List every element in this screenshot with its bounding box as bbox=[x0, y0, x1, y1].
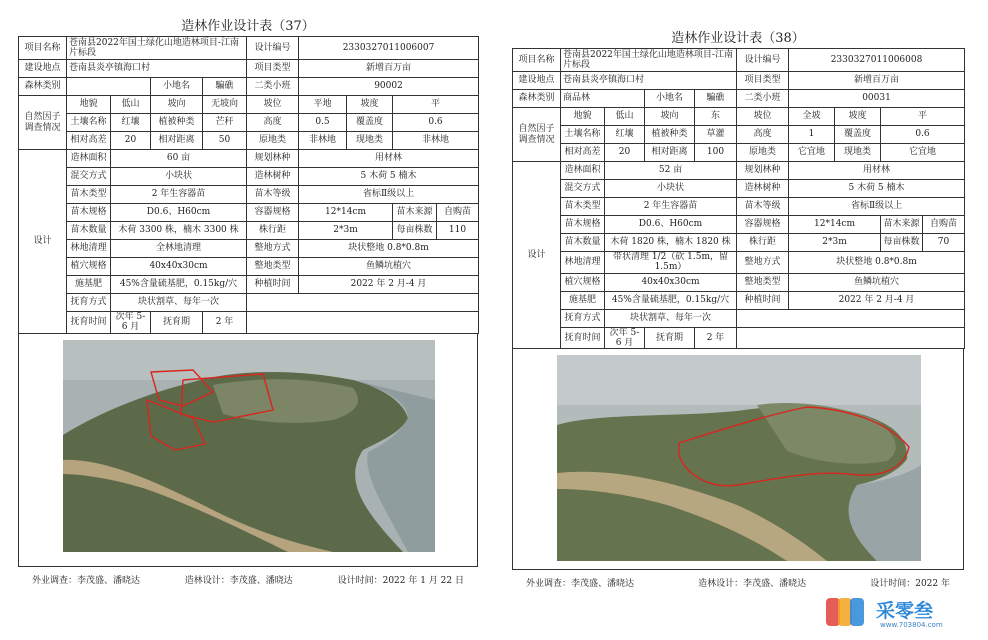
value-planting-time: 2022 年 2 月-4 月 bbox=[299, 276, 479, 294]
label-seedling-spec: 苗木规格 bbox=[561, 216, 605, 234]
value-sub-compartment: 90002 bbox=[299, 78, 479, 96]
label-slope-degree: 坡度 bbox=[835, 108, 881, 126]
label-seedling-grade: 苗木等级 bbox=[737, 198, 789, 216]
label-current-land: 现地类 bbox=[347, 132, 393, 150]
label-slope-position: 坡位 bbox=[247, 96, 299, 114]
value-spacing: 2*3m bbox=[299, 222, 393, 240]
empty-cell bbox=[737, 327, 965, 349]
label-fertilization: 施基肥 bbox=[561, 291, 605, 309]
sheet-footer bbox=[512, 570, 964, 589]
value-afforestation-area: 52 亩 bbox=[605, 162, 737, 180]
label-design: 设计 bbox=[19, 150, 67, 334]
label-height: 高度 bbox=[737, 126, 789, 144]
value-mixing-method: 小块状 bbox=[111, 168, 247, 186]
value-per-mu: 70 bbox=[923, 234, 965, 252]
value-tending-period: 2 年 bbox=[695, 327, 737, 349]
label-original-land: 原地类 bbox=[737, 144, 789, 162]
value-container-spec: 12*14cm bbox=[789, 216, 881, 234]
label-coverage: 覆盖度 bbox=[835, 126, 881, 144]
value-soil: 红壤 bbox=[111, 114, 151, 132]
label-site-prep: 整地方式 bbox=[737, 252, 789, 274]
label-seedling-type: 苗木类型 bbox=[561, 198, 605, 216]
label-tending-method: 抚育方式 bbox=[67, 294, 111, 312]
value-seedling-source: 自购苗 bbox=[923, 216, 965, 234]
value-seedling-quantity: 木荷 3300 株，楠木 3300 株 bbox=[111, 222, 247, 240]
value-current-land: 非林地 bbox=[393, 132, 479, 150]
value-forest-category: 商品林 bbox=[561, 90, 645, 108]
label-mixing-method: 混交方式 bbox=[561, 180, 605, 198]
site-photo-box bbox=[512, 349, 964, 570]
value-coverage: 0.6 bbox=[881, 126, 965, 144]
value-tending-method: 块状割草、每年一次 bbox=[605, 309, 737, 327]
label-natural-factors: 自然因子调查情况 bbox=[19, 96, 67, 150]
value-fertilization: 45%含量硫基肥，0.15kg/穴 bbox=[605, 291, 737, 309]
empty-cell bbox=[247, 312, 479, 334]
value-seedling-type: 2 年生容器苗 bbox=[605, 198, 737, 216]
label-seedling-source: 苗木来源 bbox=[881, 216, 923, 234]
design-sheet-38 bbox=[512, 12, 964, 589]
label-height: 高度 bbox=[247, 114, 299, 132]
label-project-type: 项目类型 bbox=[247, 60, 299, 78]
label-natural-factors: 自然因子调查情况 bbox=[513, 108, 561, 162]
value-coverage: 0.6 bbox=[393, 114, 479, 132]
footer-survey: 外业调查：李茂盛、潘晓达 bbox=[32, 575, 141, 586]
value-tree-species: 5 木荷 5 楠木 bbox=[299, 168, 479, 186]
value-seedling-grade: 省标Ⅱ级以上 bbox=[299, 186, 479, 204]
label-hole-spec: 植穴规格 bbox=[67, 258, 111, 276]
label-planned-forest: 规划林种 bbox=[247, 150, 299, 168]
value-site-prep: 块状整地 0.8*0.8m bbox=[789, 252, 965, 274]
label-place-name: 小地名 bbox=[645, 90, 695, 108]
value-relative-distance: 100 bbox=[695, 144, 737, 162]
label-seedling-quantity: 苗木数量 bbox=[561, 234, 605, 252]
label-site-prep: 整地方式 bbox=[247, 240, 299, 258]
value-location: 苍南县炎亭镇海口村 bbox=[67, 60, 247, 78]
watermark bbox=[824, 594, 974, 634]
value-seedling-type: 2 年生容器苗 bbox=[111, 186, 247, 204]
label-seedling-grade: 苗木等级 bbox=[247, 186, 299, 204]
empty-cell bbox=[247, 294, 479, 312]
value-place-name: 騙礁 bbox=[695, 90, 737, 108]
value-seedling-quantity: 木荷 1820 株，楠木 1820 株 bbox=[605, 234, 737, 252]
value-sub-compartment: 00031 bbox=[789, 90, 965, 108]
value-relative-height-diff: 20 bbox=[605, 144, 645, 162]
value-project-type: 新增百万亩 bbox=[299, 60, 479, 78]
label-seedling-quantity: 苗木数量 bbox=[67, 222, 111, 240]
value-height: 0.5 bbox=[299, 114, 347, 132]
value-per-mu: 110 bbox=[437, 222, 479, 240]
label-forest-category: 森林类别 bbox=[19, 78, 67, 96]
label-tending-period: 抚育期 bbox=[645, 327, 695, 349]
label-tending-time: 抚育时间 bbox=[67, 312, 111, 334]
label-relative-distance: 相对距离 bbox=[645, 144, 695, 162]
label-place-name: 小地名 bbox=[151, 78, 203, 96]
footer-survey: 外业调查：李茂盛、潘晓达 bbox=[526, 579, 635, 590]
label-original-land: 原地类 bbox=[247, 132, 299, 150]
sheet-title: 造林作业设计表（38） bbox=[671, 31, 805, 46]
value-seedling-grade: 省标Ⅱ级以上 bbox=[789, 198, 965, 216]
value-site-prep: 块状整地 0.8*0.8m bbox=[299, 240, 479, 258]
value-site-prep-type: 鱼鳞坑植穴 bbox=[299, 258, 479, 276]
value-height: 1 bbox=[789, 126, 835, 144]
label-project-type: 项目类型 bbox=[737, 72, 789, 90]
label-forest-category: 森林类别 bbox=[513, 90, 561, 108]
label-design: 设计 bbox=[513, 162, 561, 349]
label-location: 建设地点 bbox=[513, 72, 561, 90]
label-afforestation-area: 造林面积 bbox=[561, 162, 605, 180]
value-slope-position: 平地 bbox=[299, 96, 347, 114]
footer-date: 设计时间：2022 年 1 月 22 日 bbox=[337, 575, 464, 586]
label-coverage: 覆盖度 bbox=[347, 114, 393, 132]
label-project-name: 项目名称 bbox=[513, 49, 561, 72]
value-tree-species: 5 木荷 5 楠木 bbox=[789, 180, 965, 198]
value-slope-position: 全坡 bbox=[789, 108, 835, 126]
label-afforestation-area: 造林面积 bbox=[67, 150, 111, 168]
design-form-table bbox=[18, 36, 479, 334]
label-slope-position: 坡位 bbox=[737, 108, 789, 126]
value-original-land: 非林地 bbox=[299, 132, 347, 150]
label-vegetation: 植被种类 bbox=[151, 114, 203, 132]
sheet-footer bbox=[18, 567, 478, 586]
label-spacing: 株行距 bbox=[247, 222, 299, 240]
value-seedling-spec: D0.6、H60cm bbox=[111, 204, 247, 222]
label-soil: 土壤名称 bbox=[67, 114, 111, 132]
label-slope-degree: 坡度 bbox=[347, 96, 393, 114]
label-location: 建设地点 bbox=[19, 60, 67, 78]
label-fertilization: 施基肥 bbox=[67, 276, 111, 294]
label-soil: 土壤名称 bbox=[561, 126, 605, 144]
value-hole-spec: 40x40x30cm bbox=[111, 258, 247, 276]
value-clearing: 带状清理 1/2（砍 1.5m，留 1.5m） bbox=[605, 252, 737, 274]
value-project-name: 苍南县2022年国土绿化山地造林项目-江南片标段 bbox=[67, 37, 247, 60]
label-relative-height-diff: 相对高差 bbox=[561, 144, 605, 162]
value-landform: 低山 bbox=[111, 96, 151, 114]
value-clearing: 全林地清理 bbox=[111, 240, 247, 258]
value-relative-distance: 50 bbox=[203, 132, 247, 150]
value-design-no: 2330327011006008 bbox=[789, 49, 965, 72]
label-slope-aspect: 坡向 bbox=[151, 96, 203, 114]
design-form-table bbox=[512, 48, 965, 349]
value-slope-degree: 平 bbox=[393, 96, 479, 114]
value-seedling-spec: D0.6、H60cm bbox=[605, 216, 737, 234]
value-planned-forest: 用材林 bbox=[789, 162, 965, 180]
value-location: 苍南县炎亭镇海口村 bbox=[561, 72, 737, 90]
value-vegetation: 芒秆 bbox=[203, 114, 247, 132]
value-afforestation-area: 60 亩 bbox=[111, 150, 247, 168]
design-sheet-37 bbox=[18, 0, 478, 586]
label-per-mu: 每亩株数 bbox=[393, 222, 437, 240]
label-seedling-type: 苗木类型 bbox=[67, 186, 111, 204]
label-tree-species: 造林树种 bbox=[737, 180, 789, 198]
watermark-logo-icon bbox=[824, 594, 868, 630]
footer-designer: 造林设计：李茂盛、潘晓达 bbox=[184, 575, 293, 586]
label-hole-spec: 植穴规格 bbox=[561, 273, 605, 291]
label-tending-period: 抚育期 bbox=[151, 312, 203, 334]
value-tending-time: 次年 5-6 月 bbox=[605, 327, 645, 349]
value-planting-time: 2022 年 2 月-4 月 bbox=[789, 291, 965, 309]
value-place-name: 騙礁 bbox=[203, 78, 247, 96]
value-hole-spec: 40x40x30cm bbox=[605, 273, 737, 291]
label-spacing: 株行距 bbox=[737, 234, 789, 252]
label-tree-species: 造林树种 bbox=[247, 168, 299, 186]
value-project-name: 苍南县2022年国土绿化山地造林项目-江南片标段 bbox=[561, 49, 737, 72]
value-vegetation: 草灌 bbox=[695, 126, 737, 144]
site-photo-box bbox=[18, 334, 478, 567]
value-project-type: 新增百万亩 bbox=[789, 72, 965, 90]
value-mixing-method: 小块状 bbox=[605, 180, 737, 198]
label-container-spec: 容器规格 bbox=[737, 216, 789, 234]
label-planned-forest: 规划林种 bbox=[737, 162, 789, 180]
value-landform: 低山 bbox=[605, 108, 645, 126]
value-slope-aspect: 无坡向 bbox=[203, 96, 247, 114]
label-site-prep-type: 整地类型 bbox=[247, 258, 299, 276]
label-current-land: 现地类 bbox=[835, 144, 881, 162]
aerial-site-photo bbox=[557, 355, 921, 561]
value-seedling-source: 自购苗 bbox=[437, 204, 479, 222]
label-clearing: 林地清理 bbox=[67, 240, 111, 258]
value-soil: 红壤 bbox=[605, 126, 645, 144]
aerial-site-photo bbox=[63, 340, 435, 552]
label-relative-distance: 相对距离 bbox=[151, 132, 203, 150]
label-sub-compartment: 二类小班 bbox=[247, 78, 299, 96]
label-per-mu: 每亩株数 bbox=[881, 234, 923, 252]
label-tending-time: 抚育时间 bbox=[561, 327, 605, 349]
value-tending-method: 块状割草、每年一次 bbox=[111, 294, 247, 312]
label-design-no: 设计编号 bbox=[737, 49, 789, 72]
label-container-spec: 容器规格 bbox=[247, 204, 299, 222]
value-tending-period: 2 年 bbox=[203, 312, 247, 334]
label-planting-time: 种植时间 bbox=[247, 276, 299, 294]
label-landform: 地貌 bbox=[561, 108, 605, 126]
label-seedling-source: 苗木来源 bbox=[393, 204, 437, 222]
value-fertilization: 45%含量硫基肥，0.15kg/穴 bbox=[111, 276, 247, 294]
footer-designer: 造林设计：李茂盛、潘晓达 bbox=[698, 579, 807, 590]
watermark-logo-text: 采零叁 bbox=[876, 600, 934, 622]
label-seedling-spec: 苗木规格 bbox=[67, 204, 111, 222]
empty-cell bbox=[737, 309, 965, 327]
label-relative-height-diff: 相对高差 bbox=[67, 132, 111, 150]
label-tending-method: 抚育方式 bbox=[561, 309, 605, 327]
value-container-spec: 12*14cm bbox=[299, 204, 393, 222]
value-original-land: 它宜地 bbox=[789, 144, 835, 162]
label-clearing: 林地清理 bbox=[561, 252, 605, 274]
value-slope-aspect: 东 bbox=[695, 108, 737, 126]
label-site-prep-type: 整地类型 bbox=[737, 273, 789, 291]
value-spacing: 2*3m bbox=[789, 234, 881, 252]
sheet-title: 造林作业设计表（37） bbox=[181, 19, 315, 34]
label-landform: 地貌 bbox=[67, 96, 111, 114]
label-mixing-method: 混交方式 bbox=[67, 168, 111, 186]
value-tending-time: 次年 5-6 月 bbox=[111, 312, 151, 334]
label-design-no: 设计编号 bbox=[247, 37, 299, 60]
label-slope-aspect: 坡向 bbox=[645, 108, 695, 126]
value-planned-forest: 用材林 bbox=[299, 150, 479, 168]
label-planting-time: 种植时间 bbox=[737, 291, 789, 309]
label-vegetation: 植被种类 bbox=[645, 126, 695, 144]
label-sub-compartment: 二类小班 bbox=[737, 90, 789, 108]
watermark-url: www.703804.com bbox=[880, 621, 943, 629]
label-project-name: 项目名称 bbox=[19, 37, 67, 60]
value-design-no: 2330327011006007 bbox=[299, 37, 479, 60]
value-current-land: 它宜地 bbox=[881, 144, 965, 162]
value-slope-degree: 平 bbox=[881, 108, 965, 126]
footer-date: 设计时间：2022 年 bbox=[870, 579, 950, 590]
value-site-prep-type: 鱼鳞坑植穴 bbox=[789, 273, 965, 291]
value-forest-category bbox=[67, 78, 151, 96]
value-relative-height-diff: 20 bbox=[111, 132, 151, 150]
